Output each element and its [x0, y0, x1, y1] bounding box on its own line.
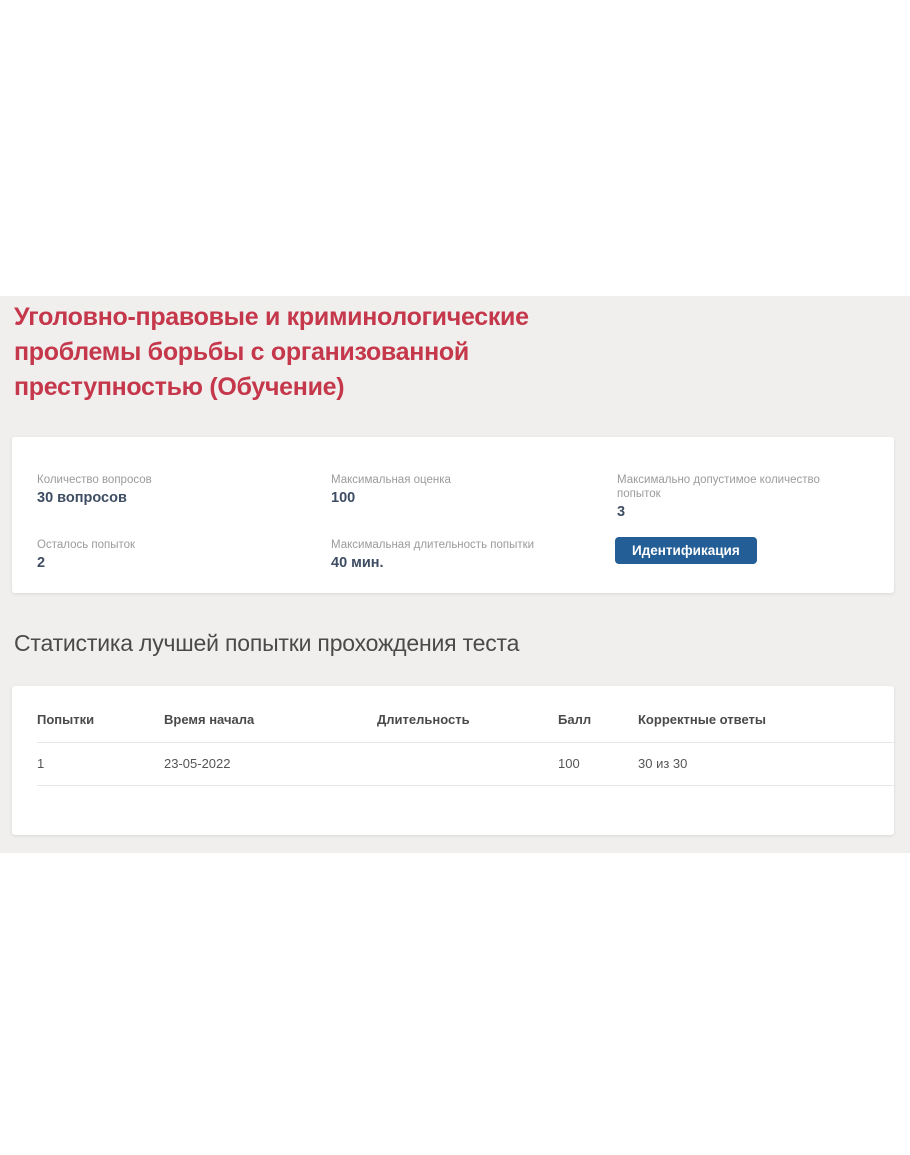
- field-max-duration: [331, 538, 601, 571]
- table-row: [37, 742, 894, 785]
- field-label: Осталось попыток: [37, 539, 136, 551]
- col-header-start-time: Время начала: [164, 686, 377, 742]
- field-label: Максимальная длительность попытки: [331, 539, 535, 551]
- identification-button[interactable]: Идентификация: [615, 537, 757, 564]
- field-max-grade: [331, 473, 601, 506]
- cell-attempt-number: 1: [37, 742, 164, 785]
- cell-start-time: 23-05-2022: [164, 742, 377, 785]
- content-band: [0, 296, 910, 853]
- col-header-score: Балл: [558, 686, 638, 742]
- field-max-attempts: [617, 473, 857, 520]
- field-value: 2: [37, 555, 46, 571]
- attempts-table: [37, 686, 894, 786]
- field-value: 3: [617, 504, 626, 520]
- field-value: 40 мин.: [331, 555, 384, 571]
- table-header-row: [37, 686, 894, 742]
- field-label: Количество вопросов: [37, 474, 152, 486]
- field-value: 30 вопросов: [37, 490, 127, 506]
- cell-correct-answers: 30 из 30: [638, 742, 894, 785]
- field-value: 100: [331, 490, 356, 506]
- col-header-correct-answers: Корректные ответы: [638, 686, 894, 742]
- field-label: Максимальная оценка: [331, 474, 451, 486]
- field-question-count: [37, 473, 317, 506]
- attempts-table-card: [12, 686, 894, 835]
- best-attempt-stats-heading: Статистика лучшей попытки прохождения теста: [14, 630, 520, 656]
- cell-score: 100: [558, 742, 638, 785]
- field-label: Максимально допустимое количество попыток: [617, 474, 820, 500]
- field-attempts-left: [37, 538, 317, 571]
- cell-duration: [377, 742, 558, 785]
- course-title: Уголовно-правовые и криминологические проблемы борьбы с организованной преступностью (Обучение): [14, 303, 529, 401]
- col-header-duration: Длительность: [377, 686, 558, 742]
- col-header-attempts: Попытки: [37, 686, 164, 742]
- quiz-info-card: [12, 437, 894, 593]
